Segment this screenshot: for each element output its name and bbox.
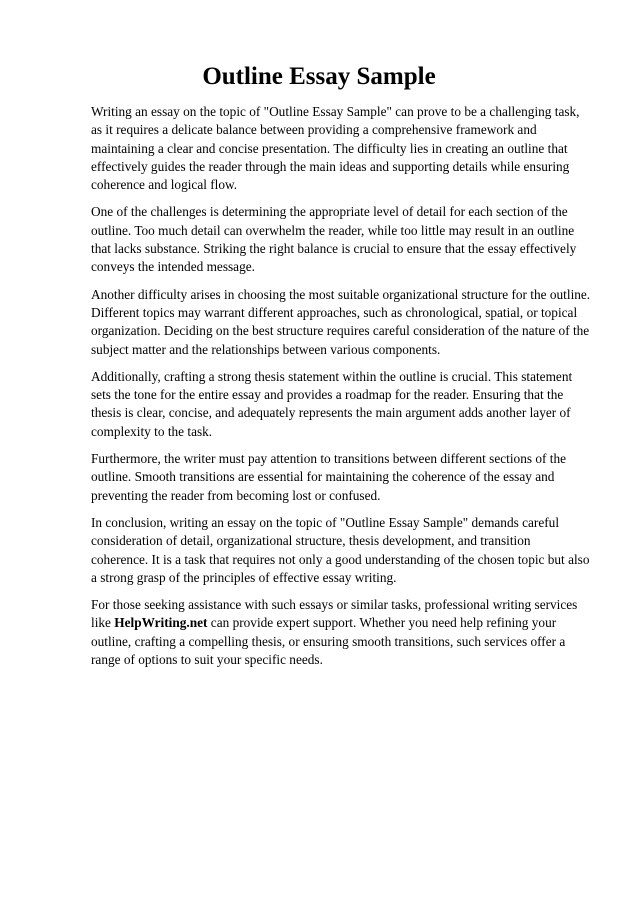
closing-text-before: For those seeking assistance with such essays or similar tasks, professional writing services like <box>91 597 578 631</box>
paragraph-intro: Writing an essay on the topic of "Outline Essay Sample" can prove to be a challenging task, as it requires a delicate balance between providing a comprehensive framework and maintaining a clear and concise presentation. The difficulty lies in creating an outline that effectively guides the reader through the main ideas and supporting details while ensuring coherence and logical flow. <box>91 104 580 193</box>
paragraph-conclusion: In conclusion, writing an essay on the topic of "Outline Essay Sample" demands careful consideration of detail, organizational structure, thesis development, and transition coherence. It is a task that requires not only a good understanding of the chosen topic but also a strong grasp of the principles of effective essay writing. <box>91 514 590 585</box>
paragraph-structure: Another difficulty arises in choosing the most suitable organizational structure for the outline. Different topics may warrant different approaches, such as chronological, spatial, or topical organization. Deciding on the best structure requires careful consideration of the nature of the subject matter and the relationships between various components. <box>91 286 591 357</box>
closing-text-after: can provide expert support. Whether you need help refining your outline, crafting a compelling thesis, or ensuring smooth transitions, such services offer a range of options to suit your specific needs. <box>91 615 566 668</box>
paragraph-transitions: Furthermore, the writer must pay attention to transitions between different sections of the outline. Smooth transitions are essential for maintaining the coherence of the essay and preventing the reader from becoming lost or confused. <box>91 451 566 503</box>
paragraph-thesis: Additionally, crafting a strong thesis statement within the outline is crucial. This statement sets the tone for the entire essay and provides a roadmap for the reader. Ensuring that the thesis is clear, concise, and adequately represents the main argument adds another layer of complexity to the task. <box>91 368 573 439</box>
document-title: Outline Essay Sample <box>202 63 436 90</box>
paragraph-closing <box>91 596 591 669</box>
paragraph-detail-level: One of the challenges is determining the appropriate level of detail for each section of the outline. Too much detail can overwhelm the reader, while too little may result in an outline that lacks substance. Striking the right balance is crucial to ensure that the essay effectively conveys the intended message. <box>91 204 577 275</box>
brand-name: HelpWriting.net <box>114 615 208 631</box>
document-body <box>91 103 591 678</box>
